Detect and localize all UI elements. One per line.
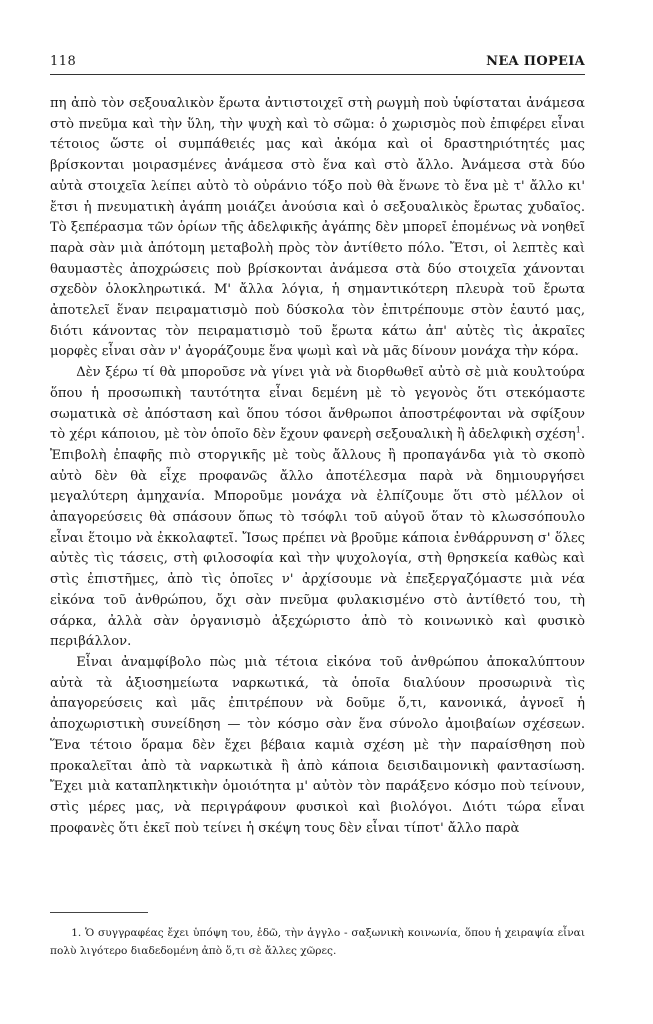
paragraph-2 (50, 363, 585, 653)
paragraph-3: Εἶναι ἀναμφίβολο πὼς μιὰ τέτοια εἰκόνα τοῦ ἀνθρώπου ἀποκαλύπτουν αὐτὰ τὰ ἀξιοσημείωτα ναρκωτικά, τὰ ὁποῖα διαλύουν προσωρινὰ τὶς ἀπαγορεύσεις καὶ μᾶς ἐπιτρέπουν νὰ δοῦμε ὅ,τι, κανονικά, ἀγνοεῖ ἡ ἀποχωριστικὴ συνείδηση — τὸν κόσμο σὰν ἕνα σύνολο ἀμοιβαίων σχέσεων. Ἕνα τέτοιο ὅραμα δὲν ἔχει βέβαια καμιὰ σχέση μὲ τὴν παραίσθηση ποὺ προκαλεῖται ἀπὸ τὰ ναρκωτικὰ ἢ ἀπὸ κάποια δεισιδαιμονικὴ φαντασίωση. Ἔχει μιὰ καταπληκτικὴν ὁμοιότητα μ' αὐτὸν τὸν παράξενο κόσμο ποὺ τείνουν, στὶς μέρες μας, νὰ περιγράφουν φυσικοὶ καὶ βιολόγοι. Διότι τώρα εἶναι προφανὲς ὅτι ἐκεῖ ποὺ τείνει ἡ σκέψη τους δὲν εἶναι τίποτ' ἄλλο παρὰ (50, 654, 585, 836)
paragraph-2-head: Δὲν ξέρω τί θὰ μποροῦσε νὰ γίνει γιὰ νὰ διορθωθεῖ αὐτὸ σὲ μιὰ κουλτούρα ὅπου ἡ προσωπικὴ ταυτότητα εἶναι δεμένη μὲ τὸ γεγονὸς ὅτι στεκόμαστε σωματικὰ σὲ ἀπόσταση καὶ ὅπου τόσοι ἄνθρωποι ἀποστρέφονται νὰ σφίξουν τὸ χέρι κάποιου, μὲ τὸν ὁποῖο δὲν ἔχουν φανερὴ σεξουαλικὴ ἢ ἀδελφικὴ σχέση (50, 365, 585, 443)
paragraph-1: πη ἀπὸ τὸν σεξουαλικὸν ἔρωτα ἀντιστοιχεῖ στὴ ρωγμὴ ποὺ ὑφίσταται ἀνάμεσα στὸ πνεῦμα καὶ τὴν ὕλη, τὴν ψυχὴ καὶ τὸ σῶμα: ὁ χωρισμὸς ποὺ ἐπιφέρει εἶναι τέτοιος ὥστε οἱ συμπάθειές μας καὶ ἀκόμα καὶ οἱ δραστηριότητές μας βρίσκονται μοιρασμένες ἀνάμεσα στὸ ἕνα καὶ στὸ ἄλλο. Ἀνάμεσα στὰ δύο αὐτὰ στοιχεῖα λείπει αὐτὸ τὸ οὐράνιο τόξο ποὺ θὰ ἕνωνε τὸ ἕνα μὲ τ' ἄλλο κι' ἔτσι ἡ πνευματικὴ ἀγάπη μοιάζει ἀνούσια καὶ ὁ σεξουαλικὸς ἔρωτας χυδαῖος. Τὸ ξεπέρασμα τῶν ὁρίων τῆς ἀδελφικῆς ἀγάπης δὲν μπορεῖ ἑπομένως νὰ νοηθεῖ παρὰ σὰν μιὰ ἀπότομη μεταβολὴ πρὸς τὸν ἀντίθετο πόλο. Ἔτσι, οἱ λεπτὲς καὶ θαυμαστὲς ἀποχρώσεις ποὺ βρίσκονται ἀνάμεσα στὰ δύο στοιχεῖα χάνονται σχεδὸν ὁλοκληρωτικά. Μ' ἄλλα λόγια, ἡ σημαντικότερη πλευρὰ τοῦ ἔρωτα ἀποτελεῖ ἕναν πειραματισμὸ ποὺ δύσκολα τὸν ἐπιτρέπουμε στὸν ἑαυτό μας, διότι κάνοντας τὸν πειραματισμὸ τοῦ ἔρωτα κάτω ἀπ' αὐτὲς τὶς ἀκραῖες μορφὲς εἶναι σὰν ν' ἀγοράζουμε ἕνα ψωμὶ καὶ νὰ μᾶς δίνουν μονάχα τὴν κόρα. (50, 96, 585, 360)
running-head: ΝΕΑ ΠΟΡΕΙΑ (486, 54, 585, 69)
footnote: 1. Ὁ συγγραφέας ἔχει ὑπόψη του, ἐδῶ, τὴν ἀγγλο - σαξωνικὴ κοινωνία, ὅπου ἡ χειραψία εἶναι πολὺ λιγότερο διαδεδομένη ἀπὸ ὅ,τι σὲ ἄλλες χῶρες. (50, 927, 585, 957)
footnote-ref: 1 (575, 425, 581, 435)
footnote-divider (50, 912, 148, 913)
page-number: 118 (50, 54, 77, 69)
page-header (50, 52, 585, 75)
text-body (50, 94, 585, 839)
paragraph-2-tail: . Ἐπιβολὴ ἐπαφῆς πιὸ στοργικῆς μὲ τοὺς ἄλλους ἢ προπαγάνδα γιὰ τὸ σκοπὸ αὐτὸ δὲν θὰ εἶχε προφανῶς ἄλλο ἀποτέλεσμα παρὰ νὰ δημιουργήσει μεγαλύτερη ἀμηχανία. Μποροῦμε μονάχα νὰ ἐλπίζουμε ὅτι στὸ μέλλον οἱ ἀπαγορεύσεις θὰ σπάσουν ὅπως τὸ τσόφλι τοῦ αὐγοῦ ὅταν τὸ κλωσσόπουλο εἶναι ἕτοιμο νὰ ἐκκολαφτεῖ. Ἴσως πρέπει νὰ βροῦμε κάποια ἐνθάρρυνση σ' ὅλες αὐτὲς τὶς τάσεις, στὴ φιλοσοφία καὶ τὴν ψυχολογία, στὴ θρησκεία καθὼς καὶ στὶς ἐπιστῆμες, ἀπὸ τὶς ὁποῖες ν' ἀρχίσουμε νὰ ἐπεξεργαζόμαστε μιὰ νέα εἰκόνα τοῦ ἀνθρώπου, ὄχι σὰν πνεῦμα φυλακισμένο στὸ ἀντίθετό του, τὴ σάρκα, ἀλλὰ σὰν ὀργανισμὸ ἀξεχώριστο ἀπὸ τὸ κοινωνικὸ καὶ φυσικὸ περιβάλλον. (50, 427, 585, 650)
